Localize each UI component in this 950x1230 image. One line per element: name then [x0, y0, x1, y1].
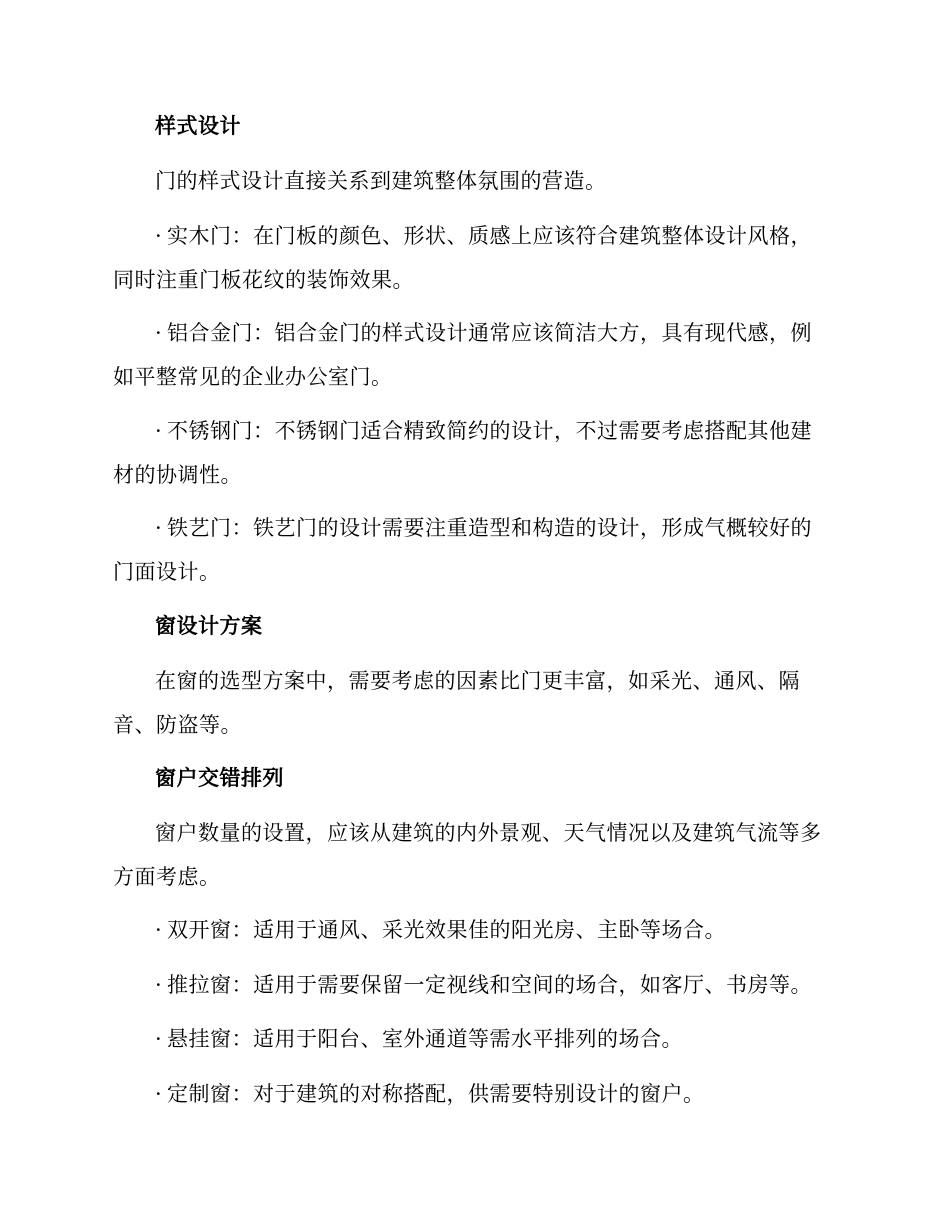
section-heading-window-arrangement: 窗户交错排列 — [155, 766, 284, 790]
section-heading-style-design: 样式设计 — [155, 114, 241, 138]
bullet-item-iron-art-door — [113, 506, 831, 594]
bullet-text: 实木门：在门板的颜色、形状、质感上应该符合建筑整体设计风格，同时注重门板花纹的装饰效果。 — [113, 224, 812, 292]
bullet-item-aluminum-door — [113, 311, 831, 399]
bullet-item-solid-wood-door — [113, 214, 831, 302]
bullet-dot: · — [155, 419, 163, 443]
bullet-item-hung-window — [113, 1017, 831, 1061]
section-heading-window-design: 窗设计方案 — [155, 614, 263, 638]
paragraph-window-arrangement-intro: 窗户数量的设置，应该从建筑的内外景观、天气情况以及建筑气流等多方面考虑。 — [113, 821, 822, 889]
bullet-dot: · — [155, 224, 163, 248]
bullet-dot: · — [155, 1027, 163, 1051]
bullet-item-sliding-window — [113, 963, 831, 1007]
bullet-dot: · — [155, 516, 163, 540]
bullet-dot: · — [155, 918, 163, 942]
bullet-dot: · — [155, 973, 163, 997]
bullet-text: 定制窗：对于建筑的对称搭配，供需要特别设计的窗户。 — [167, 1082, 705, 1106]
bullet-text: 铁艺门：铁艺门的设计需要注重造型和构造的设计，形成气概较好的门面设计。 — [113, 516, 812, 584]
bullet-text: 铝合金门：铝合金门的样式设计通常应该简洁大方，具有现代感，例如平整常见的企业办公室门。 — [113, 321, 812, 389]
paragraph-style-design-intro: 门的样式设计直接关系到建筑整体氛围的营造。 — [155, 169, 607, 193]
bullet-item-casement-window — [113, 908, 831, 952]
bullet-dot: · — [155, 1082, 163, 1106]
paragraph-window-design-intro: 在窗的选型方案中，需要考虑的因素比门更丰富，如采光、通风、隔音、防盗等。 — [113, 669, 800, 737]
bullet-item-stainless-steel-door — [113, 409, 831, 497]
bullet-text: 悬挂窗：适用于阳台、室外通道等需水平排列的场合。 — [167, 1027, 683, 1051]
bullet-item-custom-window — [113, 1072, 831, 1116]
bullet-text: 不锈钢门：不锈钢门适合精致简约的设计，不过需要考虑搭配其他建材的协调性。 — [113, 419, 812, 487]
bullet-text: 双开窗：适用于通风、采光效果佳的阳光房、主卧等场合。 — [167, 918, 726, 942]
bullet-text: 推拉窗：适用于需要保留一定视线和空间的场合，如客厅、书房等。 — [167, 973, 812, 997]
bullet-dot: · — [155, 321, 163, 345]
